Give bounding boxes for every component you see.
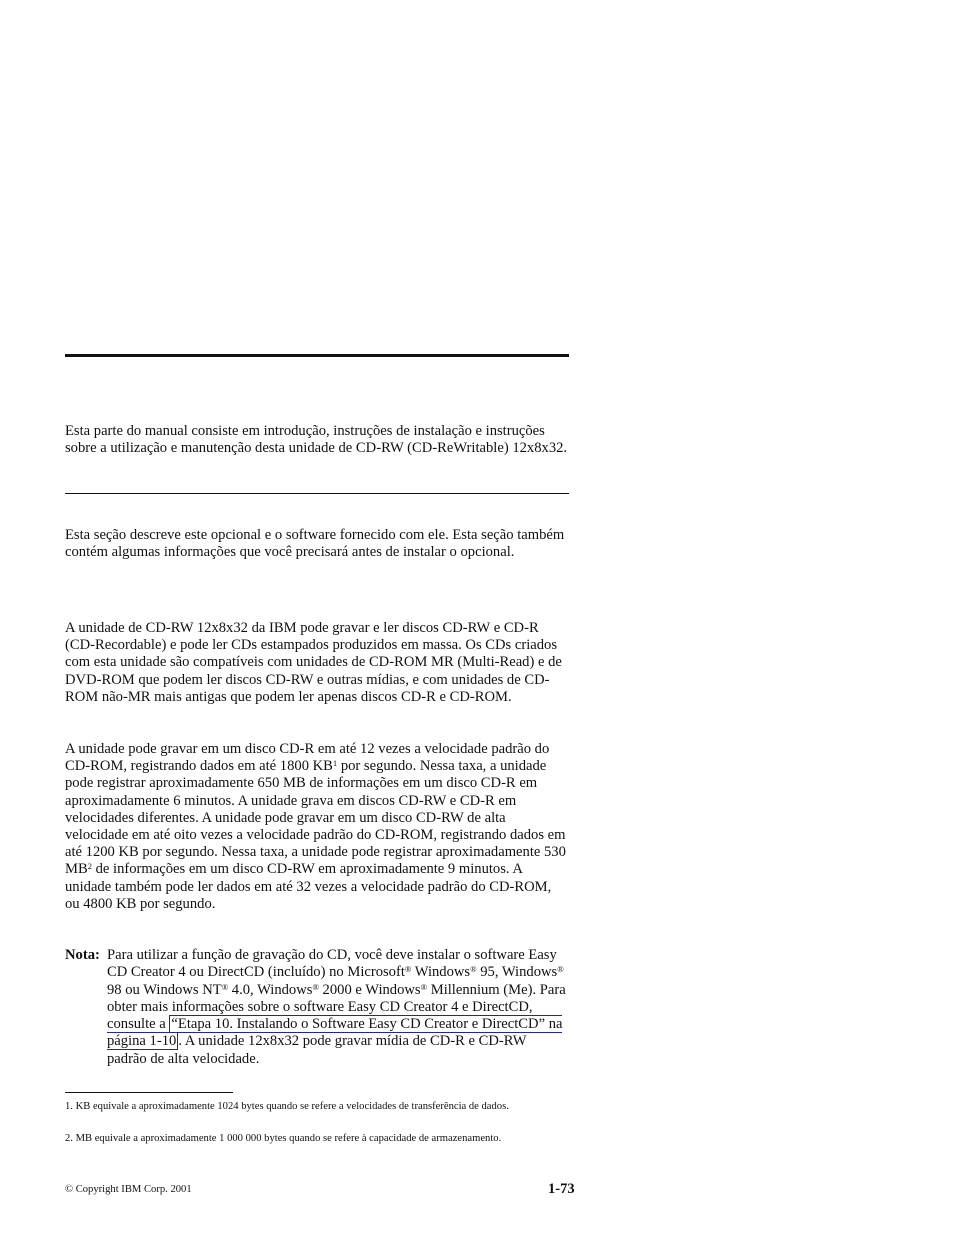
intro-paragraph: Esta parte do manual consiste em introdução, instruções de instalação e instruções sobre a utilização e manutenção desta unidade de CD-RW (CD-ReWritable) 12x8x32.: [65, 423, 568, 457]
recording-speed-text-2: por segundo. Nessa taxa, a unidade pode registrar aproximadamente 650 MB de informações em um disco CD-R em aproximadamente 6 minutos. A unidade grava em discos CD-RW e CD-R em velocidades diferentes. A unidade pode gravar em um disco CD-RW de alta velocidade em até oito vezes a velocidade padrão do CD-ROM, registrando dados em até 1200 KB por segundo. Nessa taxa, a unidade pode registrar aproximadamente 530 MB: [65, 758, 566, 878]
footnote-1: [65, 1100, 560, 1114]
footnote-1-text: 1. KB equivale a aproximadamente 1024 bytes quando se refere a velocidades de transferência de dados.: [65, 1101, 509, 1112]
recording-speed-text-3: de informações em um disco CD-RW em aproximadamente 9 minutos. A unidade também pode ler dados em até 32 vezes a velocidade padrão do CD-ROM, ou 4800 KB por segundo.: [65, 861, 552, 912]
footnote-rule: [65, 1092, 233, 1093]
registered-mark: ®: [312, 981, 319, 992]
registered-mark: ®: [221, 981, 229, 992]
note-text: . A unidade 12x8x32 pode gravar mídia de CD-R e CD-RW padrão de alta velocidade.: [107, 1033, 527, 1067]
recording-speed-text-1: A unidade pode gravar em um disco CD-R em até 12 vezes a velocidade padrão do CD-ROM, registrando dados em até 1800 KB: [65, 741, 550, 775]
footnote-ref-1: 1: [332, 758, 338, 769]
note-text: 95, Windows: [476, 964, 558, 981]
step-10-cross-reference-link[interactable]: “Etapa 10. Instalando o Software Easy CD Creator e DirectCD” na página 1-10: [107, 1016, 563, 1050]
recording-speed-paragraph: [65, 741, 569, 913]
note-block: [65, 947, 569, 1068]
note-text: 4.0, Windows: [228, 981, 313, 998]
footnote-ref-2: 2: [87, 861, 92, 872]
footnote-2-text: 2. MB equivale a aproximadamente 1 000 000 bytes quando se refere à capacidade de armazenamento.: [65, 1133, 502, 1144]
footnote-2: [65, 1132, 560, 1146]
note-text: 98 ou Windows NT: [107, 981, 222, 998]
section-description-paragraph: Esta seção descreve este opcional e o software fornecido com ele. Esta seção também contém algumas informações que você precisará antes de instalar o opcional.: [65, 527, 565, 561]
registered-mark: ®: [404, 964, 412, 975]
copyright-footer: © Copyright IBM Corp. 2001: [65, 1184, 192, 1195]
note-label: Nota:: [65, 947, 100, 963]
note-text: 2000 e Windows: [318, 981, 421, 998]
note-text: Para utilizar a função de gravação do CD, você deve instalar o software Easy CD Creator 4 ou DirectCD (incluído) no Microsoft: [107, 947, 557, 981]
note-text: Millennium (Me). Para obter mais informações sobre o software Easy CD Creator 4 e DirectCD, consulte a: [107, 981, 566, 1033]
registered-mark: ®: [557, 964, 564, 975]
section-rule-thick: [65, 354, 569, 357]
note-text: Windows: [411, 964, 471, 981]
registered-mark: ®: [470, 964, 477, 975]
drive-description-paragraph: A unidade de CD-RW 12x8x32 da IBM pode gravar e ler discos CD-RW e CD-R (CD-Recordable) e pode ler CDs estampados produzidos em massa. Os CDs criados com esta unidade são compatíveis com unidades de CD-ROM MR (Multi-Read) e de DVD-ROM que podem ler discos CD-RW e outras mídias, e com unidades de CD-ROM não-MR mais antigas que podem ler apenas discos CD-R e CD-ROM.: [65, 620, 562, 705]
section-rule-thin: [65, 493, 569, 494]
registered-mark: ®: [420, 981, 428, 992]
note-body: [107, 947, 569, 1068]
page-number: 1-73: [548, 1181, 575, 1197]
